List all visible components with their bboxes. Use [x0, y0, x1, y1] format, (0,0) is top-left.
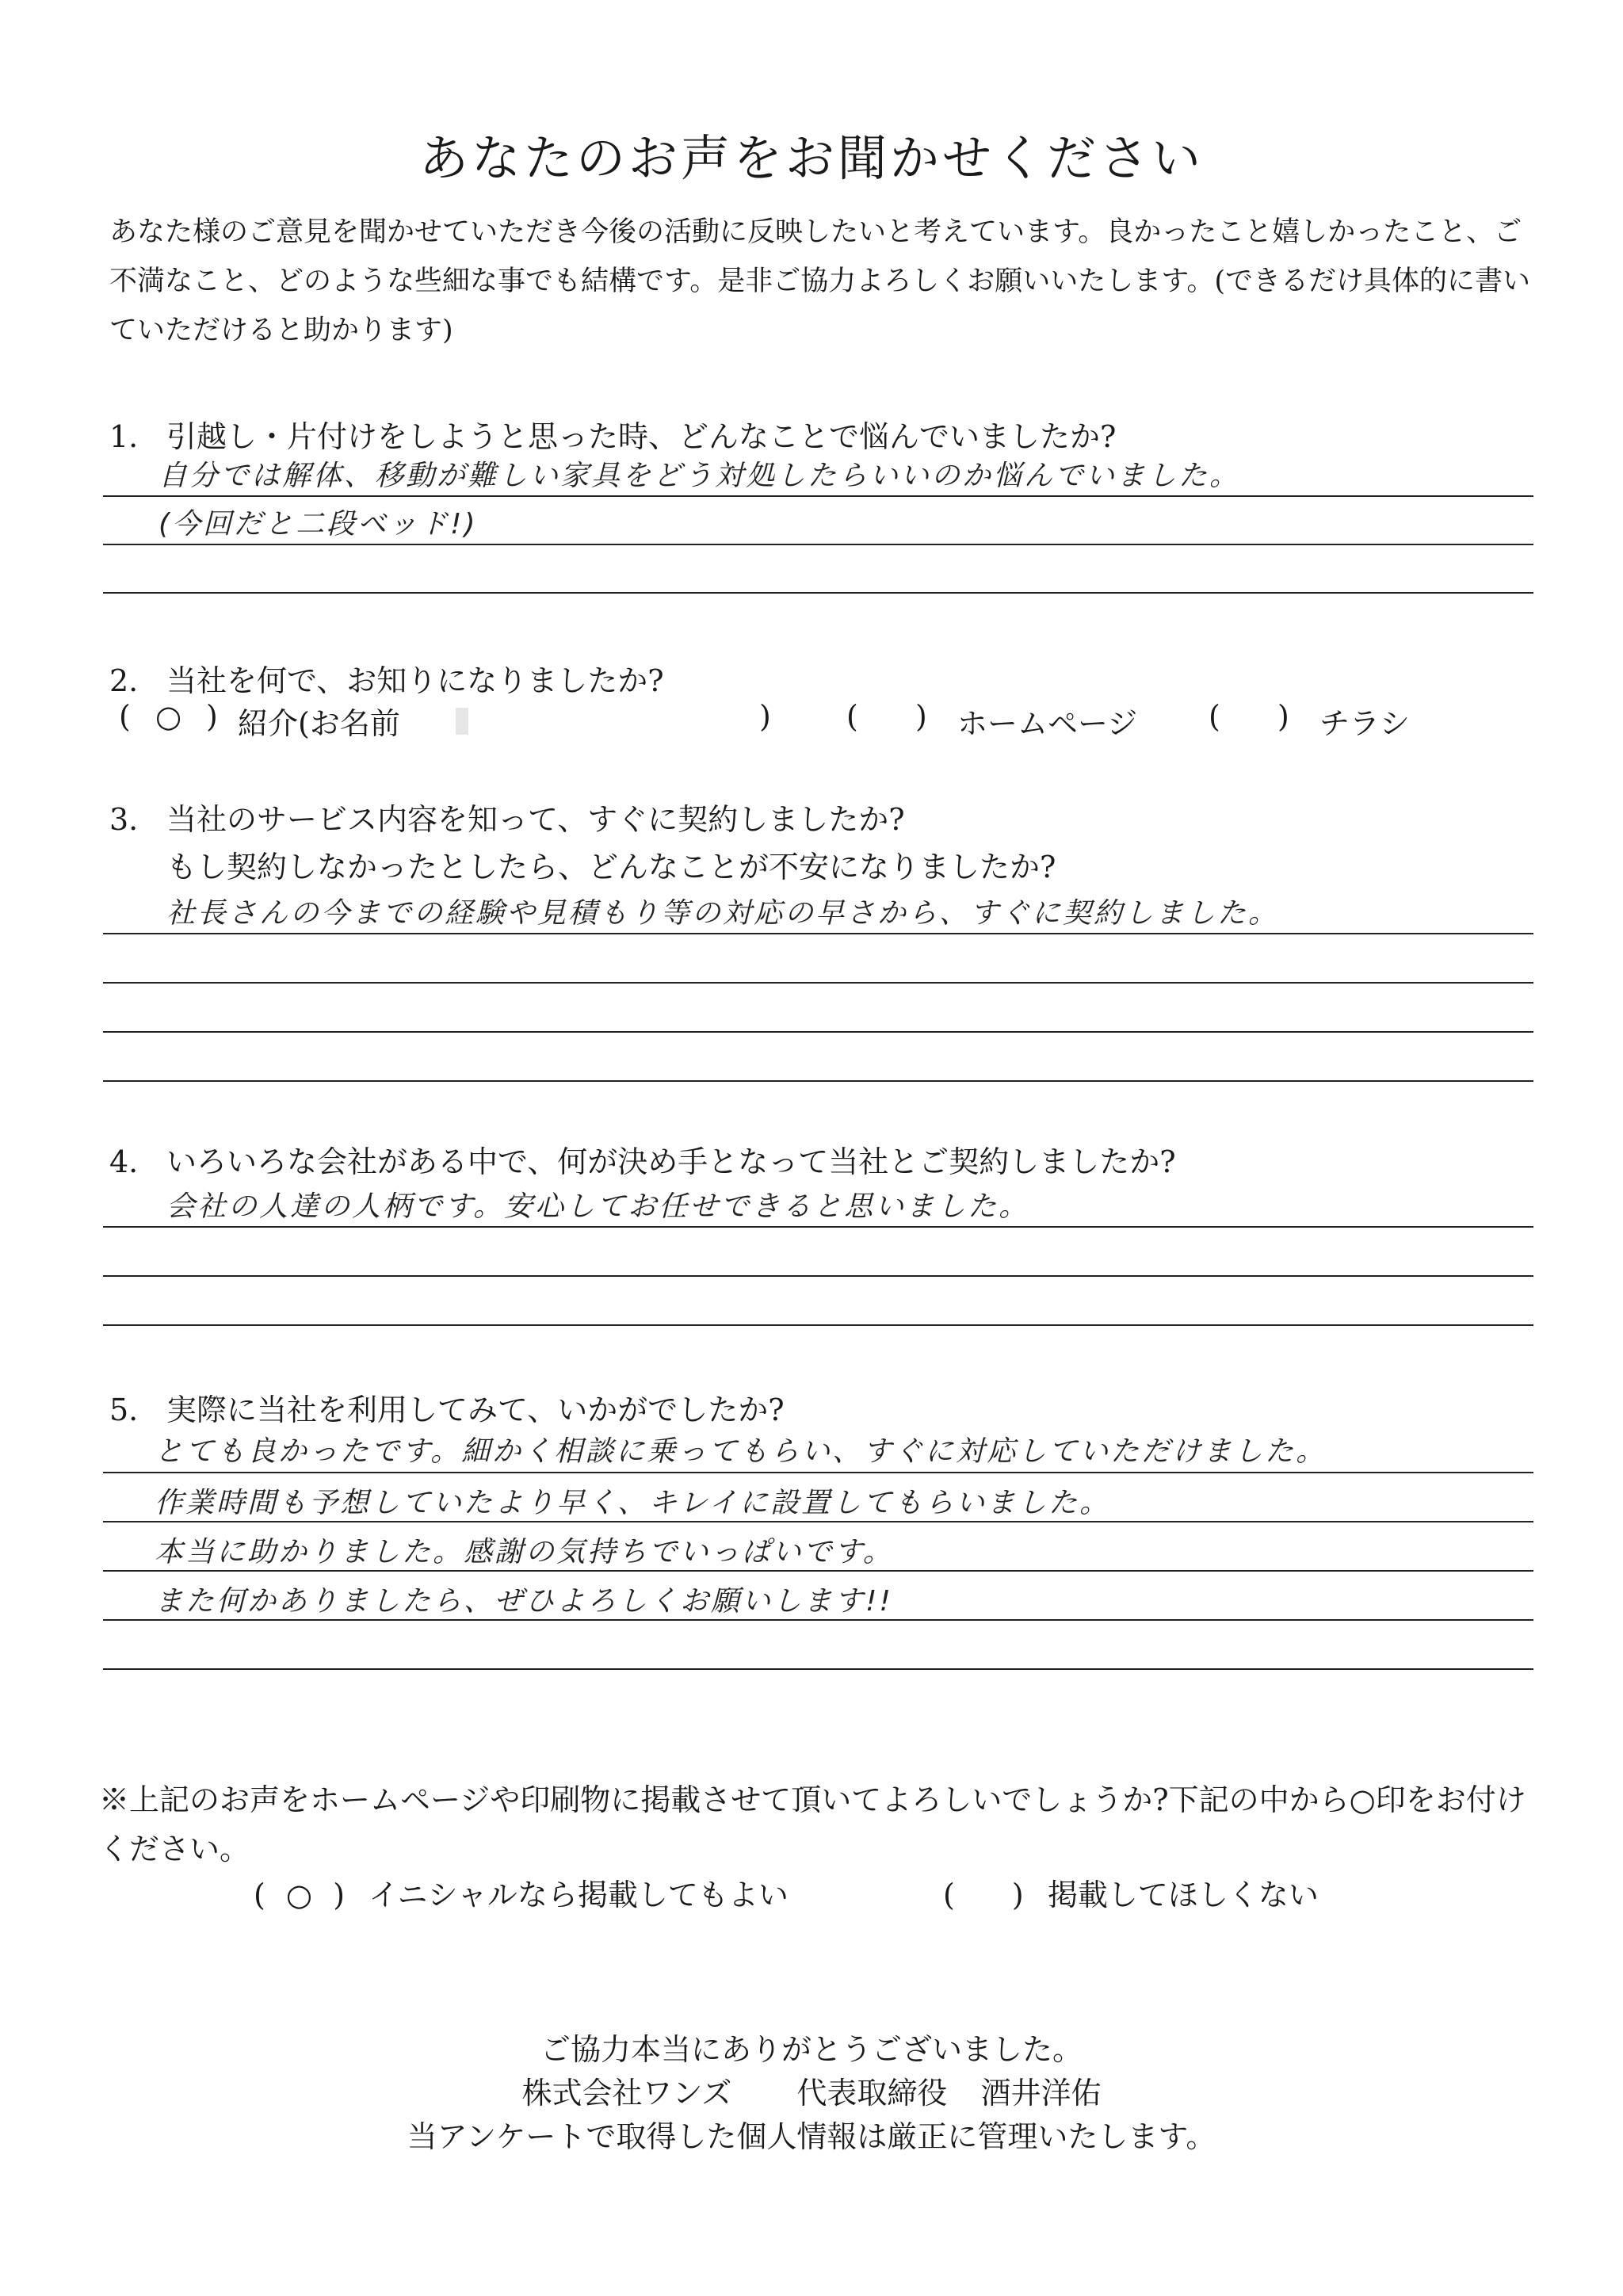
- representative-name: 酒井洋佑: [980, 2076, 1102, 2111]
- answer-rule: [103, 592, 1533, 594]
- opt2-close-paren: ): [1011, 1878, 1024, 1912]
- question-2: [109, 656, 664, 700]
- consent-text: ※上記のお声をホームページや印刷物に掲載させて頂いてよろしいでしょうか?下記の中から○印をお付けください。: [99, 1782, 1526, 1866]
- answer-rule: [103, 1570, 1533, 1572]
- question-text: 引越し・片付けをしようと思った時、どんなことで悩んでいましたか?: [166, 419, 1117, 454]
- answer-3-line-1: 社長さんの今までの経験や見積もり等の対応の早さから、すぐに契約しました。: [166, 897, 1280, 930]
- question-text: いろいろな会社がある中で、何が決め手となって当社とご契約しましたか?: [166, 1144, 1176, 1179]
- answer-1-line-2: (今回だと二段ベッド!): [158, 508, 478, 541]
- question-number: 1.: [109, 419, 139, 454]
- representative-title: 代表取締役: [796, 2076, 948, 2111]
- answer-4-line-1: 会社の人達の人柄です。安心してお任せできると思いました。: [166, 1190, 1030, 1223]
- opt1-close-paren: ): [333, 1878, 346, 1912]
- question-number: 5.: [109, 1392, 139, 1427]
- flyer-close-paren: ): [1277, 699, 1289, 734]
- answer-rule: [103, 1031, 1533, 1033]
- flyer-label: チラシ: [1319, 706, 1411, 741]
- question-number: 2.: [109, 663, 139, 698]
- question-text: 当社のサービス内容を知って、すぐに契約しましたか?: [166, 802, 905, 837]
- opt2-open-paren[interactable]: (: [943, 1878, 955, 1912]
- page-title: あなたのお声をお聞かせください: [418, 129, 1204, 187]
- answer-rule: [103, 933, 1533, 934]
- answer-rule: [103, 982, 1533, 984]
- opt1-open-paren: (: [254, 1878, 265, 1912]
- question-1: [109, 412, 1116, 456]
- flyer-open-paren[interactable]: (: [1209, 699, 1220, 734]
- company-signature: [0, 2069, 1623, 2112]
- homepage-open-paren[interactable]: (: [846, 699, 858, 734]
- referral-circle-mark[interactable]: ○: [155, 699, 182, 734]
- question-text: 当社を何で、お知りになりましたか?: [166, 663, 664, 698]
- consent-option-decline: [943, 1870, 1319, 1914]
- redacted-name: [456, 708, 468, 735]
- answer-rule: [103, 1668, 1533, 1670]
- opt1-label: イニシャルなら掲載してもよい: [369, 1878, 789, 1912]
- homepage-label: ホームページ: [957, 706, 1138, 741]
- company-name: 株式会社ワンズ: [521, 2076, 732, 2111]
- question-3: [109, 795, 905, 839]
- question-number: 4.: [109, 1144, 139, 1179]
- answer-rule: [103, 1275, 1533, 1277]
- question-text: 実際に当社を利用してみて、いかがでしたか?: [166, 1392, 785, 1427]
- referral-name-close-paren: ): [759, 699, 771, 734]
- answer-5-line-1: とても良かったです。細かく相談に乗ってもらい、すぐに対応していただけました。: [155, 1435, 1327, 1468]
- referral-label: 紹介(お名前: [238, 706, 400, 741]
- answer-rule: [103, 1226, 1533, 1228]
- answer-rule: [103, 1521, 1533, 1522]
- answer-1-line-1: 自分では解体、移動が難しい家具をどう対処したらいいのか悩んでいました。: [158, 460, 1241, 492]
- homepage-close-paren: ): [915, 699, 927, 734]
- thanks-text: ご協力本当にありがとうございました。: [540, 2032, 1083, 2067]
- referral-open-paren: (: [119, 699, 131, 734]
- referral-close-paren: ): [206, 699, 218, 734]
- question-5: [109, 1385, 785, 1429]
- answer-rule: [103, 1472, 1533, 1473]
- opt1-circle-mark[interactable]: ○: [285, 1878, 313, 1912]
- answer-5-line-3: 本当に助かりました。感謝の気持ちでいっぱいです。: [155, 1536, 894, 1568]
- answer-rule: [103, 544, 1533, 545]
- privacy-notice: 当アンケートで取得した個人情報は厳正に管理いたします。: [407, 2119, 1216, 2154]
- question-number: 3.: [109, 802, 139, 837]
- answer-5-line-2: 作業時間も予想していたより早く、キレイに設置してもらいました。: [155, 1487, 1111, 1519]
- answer-rule: [103, 495, 1533, 497]
- question-3-subtext: もし契約しなかったとしたら、どんなことが不安になりましたか?: [166, 850, 1056, 884]
- answer-rule: [103, 1080, 1533, 1082]
- question-4: [109, 1137, 1176, 1181]
- intro-text: あなた様のご意見を聞かせていただき今後の活動に反映したいと考えています。良かったこと嬉しかったこと、ご不満なこと、どのような些細な事でも結構です。是非ご協力よろしくお願いいたします。(できるだけ具体的に書いていただけると助かります): [109, 216, 1531, 346]
- answer-5-line-4: また何かありましたら、ぜひよろしくお願いします!!: [155, 1585, 893, 1618]
- answer-rule: [103, 1324, 1533, 1326]
- opt2-label: 掲載してほしくない: [1047, 1878, 1319, 1912]
- answer-rule: [103, 1619, 1533, 1621]
- consent-option-initials: [254, 1870, 789, 1914]
